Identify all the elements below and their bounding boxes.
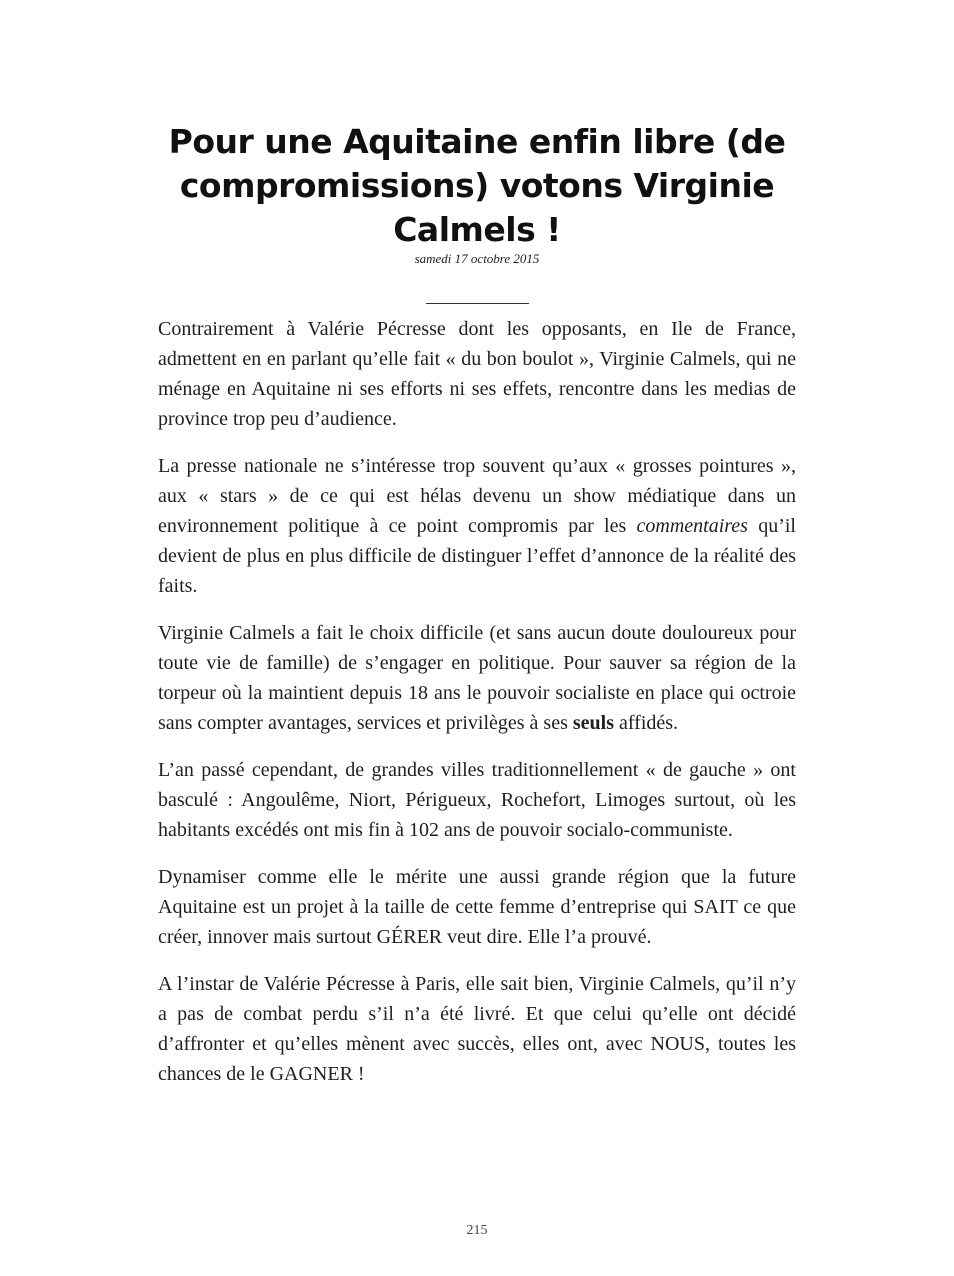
paragraph-3-text-before: Virginie Calmels a fait le choix difficile (et sans aucun doute douloureux pour toute vie de famille) de s’engager en politique. Pour sauver sa région de la torpeur où la maintient depuis 18 ans le pouvoir socialiste en place qui octroie sans compter avantages, services et privilèges à ses (158, 622, 796, 734)
paragraph-4: L’an passé cependant, de grandes villes traditionnellement « de gauche » ont basculé : Angoulême, Niort, Périgueux, Rochefort, Limoges surtout, où les habitants excédés ont mis fin à 102 ans de pouvoir socialo-communiste. (158, 759, 796, 841)
paragraph-2-text-after: qu’il devient de plus en plus difficile de distinguer l’effet d’annonce de la réalité des faits. (158, 515, 796, 597)
paragraph-3-text-after: affidés. (613, 712, 679, 734)
article-date: samedi 17 octobre 2015 (414, 251, 540, 266)
paragraph-6: A l’instar de Valérie Pécresse à Paris, elle sait bien, Virginie Calmels, qu’il n’y a pas de combat perdu s’il n’a été livré. Et que celui qu’elle ont décidé d’affronter et qu’elles mènent avec succès, elles ont, avec NOUS, toutes les chances de le GAGNER ! (158, 973, 796, 1085)
paragraph-3 (158, 618, 796, 738)
title-separator (426, 303, 529, 304)
paragraph-2 (158, 451, 796, 601)
article-title: Pour une Aquitaine enfin libre (de compromissions) votons Virginie Calmels ! (168, 122, 786, 249)
paragraph-3-strong: seuls (572, 712, 614, 734)
paragraph-2-emphasis: commentaires (636, 515, 748, 537)
page-number: 215 (466, 1223, 488, 1238)
paragraph-5: Dynamiser comme elle le mérite une aussi grande région que la future Aquitaine est un projet à la taille de cette femme d’entreprise qui SAIT ce que créer, innover mais surtout GÉRER veut dire. Elle l’a prouvé. (158, 866, 796, 948)
article-body (158, 314, 796, 1106)
paragraph-1: Contrairement à Valérie Pécresse dont les opposants, en Ile de France, admettent en en parlant qu’elle fait « du bon boulot », Virginie Calmels, qui ne ménage en Aquitaine ni ses efforts ni ses effets, rencontre dans les medias de province trop peu d’audience. (158, 318, 796, 430)
paragraph-2-text-before: La presse nationale ne s’intéresse trop souvent qu’aux « grosses pointures », aux « stars » de ce qui est hélas devenu un show médiatique dans un environnement politique à ce point compromis par les (158, 455, 796, 537)
